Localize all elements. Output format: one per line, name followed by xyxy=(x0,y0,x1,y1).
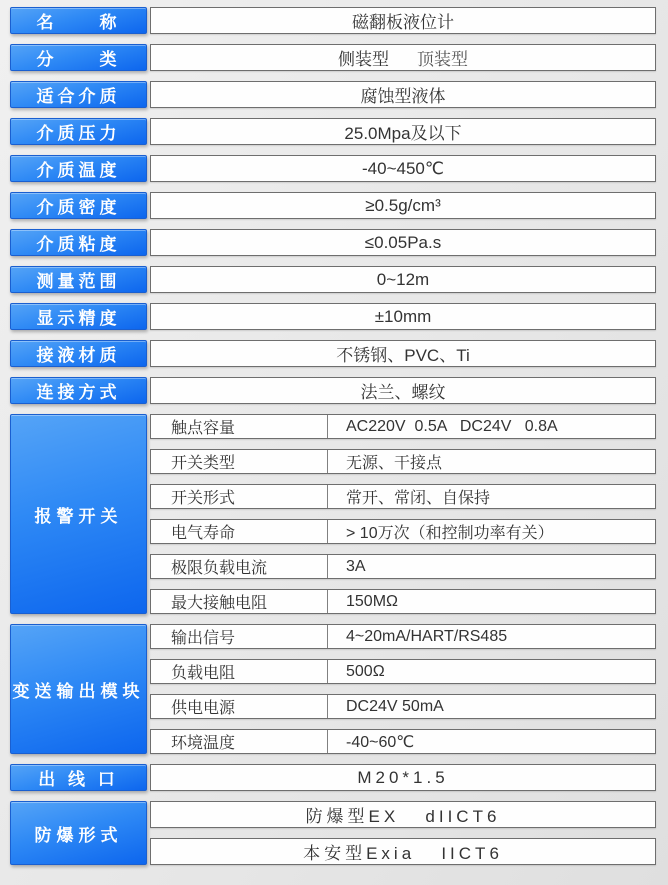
sub-value: > 10万次（和控制功率有关） xyxy=(346,525,554,542)
sub-value: DC24V 50mA xyxy=(346,697,444,715)
group-label: 防爆形式 xyxy=(10,801,147,865)
category-secondary: 顶装型 xyxy=(417,50,468,69)
spec-row-viscosity xyxy=(10,229,656,256)
row-value: ±10mm xyxy=(150,303,656,330)
spec-row-name xyxy=(10,7,656,34)
sub-key: 输出信号 xyxy=(151,625,328,648)
spec-row-pressure xyxy=(10,118,656,145)
sub-row xyxy=(150,729,656,754)
spec-row-cable-entry xyxy=(10,764,656,791)
sub-key: 极限负载电流 xyxy=(151,555,328,578)
spec-row-temperature xyxy=(10,155,656,182)
row-value: M20*1.5 xyxy=(150,764,656,791)
row-value xyxy=(150,44,656,71)
sub-row xyxy=(150,484,656,509)
sub-value: AC220V 0.5A DC24V 0.8A xyxy=(346,417,558,435)
spec-row-range xyxy=(10,266,656,293)
row-label: 出 线 口 xyxy=(10,764,147,791)
row-label: 名 称 xyxy=(10,7,147,34)
sub-row-value: 防爆型EX dIICT6 xyxy=(150,801,656,828)
spec-group-alarm-switch xyxy=(10,414,656,614)
row-label: 介质压力 xyxy=(10,118,147,145)
spec-row-medium xyxy=(10,81,656,108)
row-value: ≥0.5g/cm³ xyxy=(150,192,656,219)
row-label: 适合介质 xyxy=(10,81,147,108)
row-value: 磁翻板液位计 xyxy=(150,7,656,34)
sub-value: -40~60℃ xyxy=(346,733,415,751)
row-value: 腐蚀型液体 xyxy=(150,81,656,108)
sub-value: 500Ω xyxy=(346,662,385,680)
sub-row xyxy=(150,694,656,719)
sub-value: 3A xyxy=(346,557,366,575)
spec-row-accuracy xyxy=(10,303,656,330)
row-label: 接液材质 xyxy=(10,340,147,367)
group-label: 变送输出模块 xyxy=(10,624,147,754)
spec-group-transmitter-module xyxy=(10,624,656,754)
group-rows xyxy=(150,414,656,614)
sub-value: 4~20mA/HART/RS485 xyxy=(346,627,508,645)
sub-key: 最大接触电阻 xyxy=(151,590,328,613)
row-value: 0~12m xyxy=(150,266,656,293)
row-value: ≤0.05Pa.s xyxy=(150,229,656,256)
sub-row xyxy=(150,449,656,474)
spec-group-explosion-proof xyxy=(10,801,656,865)
sub-key: 开关类型 xyxy=(151,450,328,473)
row-label: 测量范围 xyxy=(10,266,147,293)
spec-row-wetted-material xyxy=(10,340,656,367)
spec-row-category xyxy=(10,44,656,71)
sub-row xyxy=(150,659,656,684)
sub-key: 触点容量 xyxy=(151,415,328,438)
row-label: 显示精度 xyxy=(10,303,147,330)
category-primary: 侧装型 xyxy=(338,50,389,69)
group-label: 报警开关 xyxy=(10,414,147,614)
sub-key: 电气寿命 xyxy=(151,520,328,543)
sub-row xyxy=(150,414,656,439)
sub-key: 负载电阻 xyxy=(151,660,328,683)
row-label: 介质密度 xyxy=(10,192,147,219)
spec-row-density xyxy=(10,192,656,219)
sub-row xyxy=(150,624,656,649)
row-value: -40~450℃ xyxy=(150,155,656,182)
sub-row-value: 本安型Exia IICT6 xyxy=(150,838,656,865)
row-value: 25.0Mpa及以下 xyxy=(150,118,656,145)
spec-row-connection xyxy=(10,377,656,404)
row-value: 不锈钢、PVC、Ti xyxy=(150,340,656,367)
sub-value: 无源、干接点 xyxy=(346,455,443,472)
sub-value: 常开、常闭、自保持 xyxy=(346,490,491,507)
row-label: 连接方式 xyxy=(10,377,147,404)
sub-key: 环境温度 xyxy=(151,730,328,753)
row-value: 法兰、螺纹 xyxy=(150,377,656,404)
row-label: 介质粘度 xyxy=(10,229,147,256)
sub-row xyxy=(150,554,656,579)
row-label: 介质温度 xyxy=(10,155,147,182)
group-rows xyxy=(150,624,656,754)
sub-row xyxy=(150,589,656,614)
group-rows xyxy=(150,801,656,865)
sub-key: 开关形式 xyxy=(151,485,328,508)
sub-value: 150MΩ xyxy=(346,592,398,610)
sub-row xyxy=(150,519,656,544)
sub-key: 供电电源 xyxy=(151,695,328,718)
row-label: 分 类 xyxy=(10,44,147,71)
